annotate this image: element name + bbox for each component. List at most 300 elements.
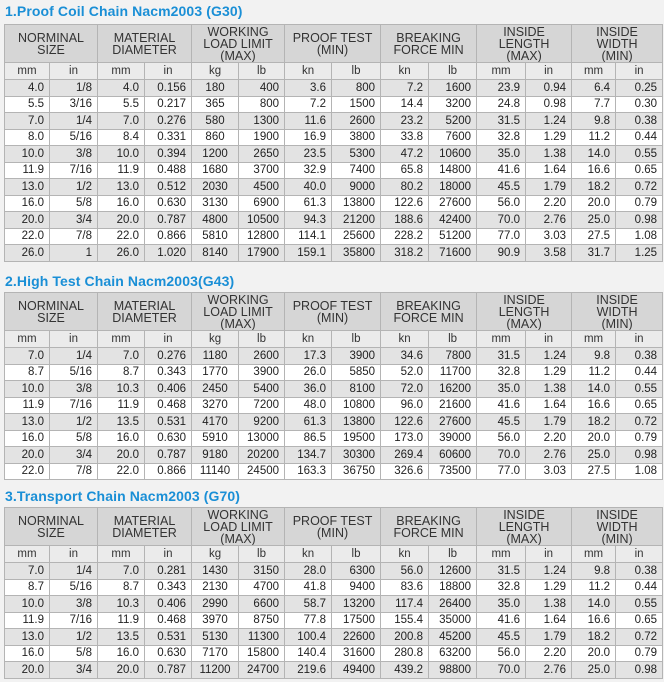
table-cell: 32.8 xyxy=(477,129,526,146)
table-cell: 26.0 xyxy=(98,245,145,262)
table-cell: 7.2 xyxy=(381,80,429,97)
table-cell: 45.5 xyxy=(477,414,526,431)
table-row xyxy=(5,381,663,398)
table-cell: 18800 xyxy=(429,579,477,596)
table-cell: 365 xyxy=(192,96,239,113)
table-cell: 1600 xyxy=(429,80,477,97)
table-cell: 0.281 xyxy=(145,563,192,580)
table-cell: 7600 xyxy=(429,129,477,146)
table-row xyxy=(5,129,663,146)
column-group-inside-width: INSIDE WIDTH (MIN) xyxy=(572,508,663,546)
table-cell: 8140 xyxy=(192,245,239,262)
table-cell: 16.9 xyxy=(285,129,332,146)
table-cell: 1.24 xyxy=(526,113,572,130)
section-title: 1.Proof Coil Chain Nacm2003 (G30) xyxy=(5,3,243,19)
table-cell: 14.0 xyxy=(572,381,616,398)
table-cell: 17500 xyxy=(332,612,381,629)
table-cell: 31.5 xyxy=(477,563,526,580)
table-cell: 61.3 xyxy=(285,414,332,431)
column-group-breaking-force: BREAKING FORCE MIN xyxy=(381,508,477,546)
table-row xyxy=(5,612,663,629)
table-cell: 800 xyxy=(332,80,381,97)
table-cell: 27.5 xyxy=(572,228,616,245)
table-cell: 163.3 xyxy=(285,463,332,480)
table-cell: 72.0 xyxy=(381,381,429,398)
unit-label: in xyxy=(526,546,572,563)
table-row xyxy=(5,162,663,179)
table-cell: 1/2 xyxy=(50,629,98,646)
table-cell: 10.0 xyxy=(5,596,50,613)
table-cell: 3970 xyxy=(192,612,239,629)
table-cell: 5.5 xyxy=(5,96,50,113)
table-cell: 7200 xyxy=(239,397,285,414)
table-cell: 98800 xyxy=(429,662,477,679)
table-cell: 20.0 xyxy=(5,662,50,679)
table-cell: 3.03 xyxy=(526,228,572,245)
table-cell: 3.6 xyxy=(285,80,332,97)
table-cell: 439.2 xyxy=(381,662,429,679)
table-cell: 23.5 xyxy=(285,146,332,163)
unit-label: lb xyxy=(332,331,381,348)
table-cell: 3150 xyxy=(239,563,285,580)
table-row xyxy=(5,195,663,212)
table-cell: 5/8 xyxy=(50,195,98,212)
table-cell: 4170 xyxy=(192,414,239,431)
table-cell: 3/8 xyxy=(50,146,98,163)
table-cell: 20.0 xyxy=(98,212,145,229)
table-cell: 2.76 xyxy=(526,212,572,229)
table-cell: 31.5 xyxy=(477,348,526,365)
table-cell: 0.38 xyxy=(616,113,663,130)
table-cell: 9.8 xyxy=(572,348,616,365)
table-cell: 22.0 xyxy=(98,463,145,480)
table-cell: 0.276 xyxy=(145,113,192,130)
table-cell: 70.0 xyxy=(477,212,526,229)
table-cell: 14.4 xyxy=(381,96,429,113)
table-cell: 3700 xyxy=(239,162,285,179)
column-group-proof-test: PROOF TEST (MIN) xyxy=(285,293,381,331)
unit-label: in xyxy=(145,331,192,348)
table-cell: 3/4 xyxy=(50,662,98,679)
table-cell: 35.0 xyxy=(477,146,526,163)
table-cell: 0.38 xyxy=(616,563,663,580)
table-cell: 11300 xyxy=(239,629,285,646)
table-cell: 5/16 xyxy=(50,579,98,596)
table-cell: 18.2 xyxy=(572,414,616,431)
table-cell: 188.6 xyxy=(381,212,429,229)
table-cell: 3/16 xyxy=(50,96,98,113)
table-cell: 2030 xyxy=(192,179,239,196)
table-cell: 20.0 xyxy=(5,447,50,464)
table-cell: 41.6 xyxy=(477,162,526,179)
table-cell: 36.0 xyxy=(285,381,332,398)
table-cell: 1/4 xyxy=(50,348,98,365)
table-cell: 47.2 xyxy=(381,146,429,163)
table-cell: 90.9 xyxy=(477,245,526,262)
table-cell: 10800 xyxy=(332,397,381,414)
table-cell: 3900 xyxy=(332,348,381,365)
table-row xyxy=(5,447,663,464)
column-group-working-load-limit: WORKING LOAD LIMIT (MAX) xyxy=(192,508,285,546)
table-cell: 1/8 xyxy=(50,80,98,97)
table-cell: 114.1 xyxy=(285,228,332,245)
table-cell: 11.9 xyxy=(5,612,50,629)
table-cell: 20.0 xyxy=(572,645,616,662)
table-cell: 4.0 xyxy=(98,80,145,97)
table-cell: 11.9 xyxy=(98,162,145,179)
table-cell: 16.0 xyxy=(5,645,50,662)
table-cell: 134.7 xyxy=(285,447,332,464)
table-cell: 269.4 xyxy=(381,447,429,464)
table-cell: 0.394 xyxy=(145,146,192,163)
table-cell: 15800 xyxy=(239,645,285,662)
section-title: 3.Transport Chain Nacm2003 (G70) xyxy=(5,488,241,504)
unit-label: in xyxy=(50,331,98,348)
table-cell: 1.08 xyxy=(616,228,663,245)
table-cell: 155.4 xyxy=(381,612,429,629)
unit-label: lb xyxy=(332,63,381,80)
table-cell: 1770 xyxy=(192,364,239,381)
table-cell: 10.0 xyxy=(5,146,50,163)
table-cell: 24.8 xyxy=(477,96,526,113)
table-cell: 0.343 xyxy=(145,364,192,381)
table-cell: 12800 xyxy=(239,228,285,245)
table-cell: 3.03 xyxy=(526,463,572,480)
table-row xyxy=(5,579,663,596)
table-cell: 180 xyxy=(192,80,239,97)
group-header-row xyxy=(5,508,663,546)
column-group-material-diameter: MATERIAL DIAMETER xyxy=(98,508,192,546)
unit-label: mm xyxy=(98,63,145,80)
table-row xyxy=(5,414,663,431)
table-cell: 35.0 xyxy=(477,596,526,613)
table-cell: 5400 xyxy=(239,381,285,398)
unit-label: lb xyxy=(429,331,477,348)
table-cell: 7.0 xyxy=(5,348,50,365)
table-cell: 5300 xyxy=(332,146,381,163)
table-cell: 77.0 xyxy=(477,228,526,245)
table-cell: 5.5 xyxy=(98,96,145,113)
table-cell: 122.6 xyxy=(381,414,429,431)
table-cell: 580 xyxy=(192,113,239,130)
table-cell: 4700 xyxy=(239,579,285,596)
table-cell: 1300 xyxy=(239,113,285,130)
unit-label: mm xyxy=(5,331,50,348)
table-cell: 400 xyxy=(239,80,285,97)
column-group-breaking-force: BREAKING FORCE MIN xyxy=(381,293,477,331)
table-cell: 117.4 xyxy=(381,596,429,613)
table-cell: 3.58 xyxy=(526,245,572,262)
table-cell: 18000 xyxy=(429,179,477,196)
table-cell: 9.8 xyxy=(572,563,616,580)
table-cell: 19500 xyxy=(332,430,381,447)
table-cell: 51200 xyxy=(429,228,477,245)
table-cell: 13800 xyxy=(332,414,381,431)
table-row xyxy=(5,430,663,447)
table-row xyxy=(5,645,663,662)
table-cell: 0.488 xyxy=(145,162,192,179)
table-cell: 86.5 xyxy=(285,430,332,447)
table-cell: 0.343 xyxy=(145,579,192,596)
table-cell: 1900 xyxy=(239,129,285,146)
table-cell: 9.8 xyxy=(572,113,616,130)
table-cell: 10.3 xyxy=(98,596,145,613)
table-cell: 1.64 xyxy=(526,397,572,414)
table-cell: 26.0 xyxy=(5,245,50,262)
column-group-nominal-size: NORMINAL SIZE xyxy=(5,508,98,546)
group-header-row xyxy=(5,293,663,331)
unit-label: mm xyxy=(477,63,526,80)
table-cell: 5200 xyxy=(429,113,477,130)
table-cell: 3130 xyxy=(192,195,239,212)
table-cell: 1200 xyxy=(192,146,239,163)
table-row xyxy=(5,212,663,229)
table-cell: 0.55 xyxy=(616,381,663,398)
unit-label: kn xyxy=(285,63,332,80)
unit-label: in xyxy=(616,331,663,348)
spec-table xyxy=(4,292,663,480)
table-cell: 0.331 xyxy=(145,129,192,146)
table-cell: 77.8 xyxy=(285,612,332,629)
unit-label: lb xyxy=(429,546,477,563)
table-cell: 71600 xyxy=(429,245,477,262)
group-header-row xyxy=(5,25,663,63)
table-cell: 16.0 xyxy=(98,645,145,662)
table-cell: 5/16 xyxy=(50,364,98,381)
table-cell: 1.79 xyxy=(526,414,572,431)
spec-table xyxy=(4,24,663,262)
table-cell: 49400 xyxy=(332,662,381,679)
table-cell: 0.866 xyxy=(145,228,192,245)
table-cell: 0.79 xyxy=(616,195,663,212)
table-cell: 10600 xyxy=(429,146,477,163)
table-cell: 5/8 xyxy=(50,645,98,662)
table-cell: 11.9 xyxy=(5,397,50,414)
table-cell: 5/16 xyxy=(50,129,98,146)
table-cell: 0.512 xyxy=(145,179,192,196)
unit-label: mm xyxy=(5,546,50,563)
table-cell: 200.8 xyxy=(381,629,429,646)
table-cell: 228.2 xyxy=(381,228,429,245)
table-cell: 24700 xyxy=(239,662,285,679)
table-cell: 2450 xyxy=(192,381,239,398)
table-cell: 13.0 xyxy=(5,179,50,196)
table-cell: 7.2 xyxy=(285,96,332,113)
table-cell: 42400 xyxy=(429,212,477,229)
table-cell: 14.0 xyxy=(572,146,616,163)
table-row xyxy=(5,563,663,580)
table-cell: 41.8 xyxy=(285,579,332,596)
column-group-proof-test: PROOF TEST (MIN) xyxy=(285,508,381,546)
table-cell: 41.6 xyxy=(477,397,526,414)
table-cell: 31600 xyxy=(332,645,381,662)
table-cell: 11700 xyxy=(429,364,477,381)
table-cell: 96.0 xyxy=(381,397,429,414)
unit-label: lb xyxy=(429,63,477,80)
table-cell: 17.3 xyxy=(285,348,332,365)
table-cell: 1.79 xyxy=(526,179,572,196)
column-group-material-diameter: MATERIAL DIAMETER xyxy=(98,25,192,63)
table-cell: 219.6 xyxy=(285,662,332,679)
table-cell: 7170 xyxy=(192,645,239,662)
column-group-working-load-limit: WORKING LOAD LIMIT (MAX) xyxy=(192,25,285,63)
column-group-material-diameter: MATERIAL DIAMETER xyxy=(98,293,192,331)
table-cell: 0.44 xyxy=(616,579,663,596)
table-cell: 33.8 xyxy=(381,129,429,146)
table-cell: 1.25 xyxy=(616,245,663,262)
table-cell: 32.8 xyxy=(477,364,526,381)
table-cell: 21600 xyxy=(429,397,477,414)
table-cell: 2.20 xyxy=(526,195,572,212)
unit-label: in xyxy=(616,546,663,563)
table-cell: 5810 xyxy=(192,228,239,245)
table-cell: 56.0 xyxy=(477,430,526,447)
column-group-inside-width: INSIDE WIDTH (MIN) xyxy=(572,25,663,63)
table-cell: 20.0 xyxy=(98,447,145,464)
table-cell: 11.9 xyxy=(98,612,145,629)
unit-label: in xyxy=(526,331,572,348)
table-cell: 23.9 xyxy=(477,80,526,97)
unit-label: mm xyxy=(572,63,616,80)
table-cell: 60600 xyxy=(429,447,477,464)
table-cell: 14800 xyxy=(429,162,477,179)
unit-label: lb xyxy=(332,546,381,563)
table-cell: 25.0 xyxy=(572,662,616,679)
table-cell: 16200 xyxy=(429,381,477,398)
unit-label: kn xyxy=(381,546,429,563)
table-cell: 0.94 xyxy=(526,80,572,97)
table-cell: 7.7 xyxy=(572,96,616,113)
table-cell: 7.0 xyxy=(98,563,145,580)
table-cell: 2.76 xyxy=(526,447,572,464)
table-cell: 3900 xyxy=(239,364,285,381)
table-cell: 11.2 xyxy=(572,364,616,381)
table-cell: 100.4 xyxy=(285,629,332,646)
table-cell: 7/8 xyxy=(50,228,98,245)
table-cell: 16.6 xyxy=(572,397,616,414)
table-cell: 12600 xyxy=(429,563,477,580)
table-cell: 35000 xyxy=(429,612,477,629)
table-cell: 1180 xyxy=(192,348,239,365)
table-cell: 25600 xyxy=(332,228,381,245)
table-cell: 9180 xyxy=(192,447,239,464)
table-row xyxy=(5,80,663,97)
table-cell: 25.0 xyxy=(572,212,616,229)
table-cell: 56.0 xyxy=(381,563,429,580)
table-cell: 5910 xyxy=(192,430,239,447)
table-cell: 1.08 xyxy=(616,463,663,480)
table-cell: 0.72 xyxy=(616,179,663,196)
unit-label: in xyxy=(526,63,572,80)
table-cell: 22.0 xyxy=(5,463,50,480)
table-cell: 0.98 xyxy=(526,96,572,113)
table-cell: 11.9 xyxy=(98,397,145,414)
table-cell: 0.630 xyxy=(145,430,192,447)
table-cell: 16.0 xyxy=(5,430,50,447)
table-cell: 20.0 xyxy=(5,212,50,229)
table-row xyxy=(5,245,663,262)
table-cell: 25.0 xyxy=(572,447,616,464)
table-row xyxy=(5,463,663,480)
table-cell: 0.406 xyxy=(145,381,192,398)
table-cell: 0.468 xyxy=(145,612,192,629)
unit-label: in xyxy=(50,546,98,563)
unit-label: lb xyxy=(239,63,285,80)
table-cell: 10500 xyxy=(239,212,285,229)
table-cell: 27600 xyxy=(429,414,477,431)
table-cell: 1.24 xyxy=(526,348,572,365)
table-cell: 7/16 xyxy=(50,397,98,414)
unit-label: kg xyxy=(192,331,239,348)
table-cell: 8750 xyxy=(239,612,285,629)
table-cell: 35.0 xyxy=(477,381,526,398)
table-cell: 45200 xyxy=(429,629,477,646)
table-cell: 0.79 xyxy=(616,430,663,447)
table-cell: 0.156 xyxy=(145,80,192,97)
table-cell: 0.787 xyxy=(145,212,192,229)
table-cell: 13200 xyxy=(332,596,381,613)
table-cell: 34.6 xyxy=(381,348,429,365)
table-cell: 0.55 xyxy=(616,146,663,163)
table-cell: 8100 xyxy=(332,381,381,398)
table-cell: 2.20 xyxy=(526,645,572,662)
table-cell: 20.0 xyxy=(572,430,616,447)
unit-label: mm xyxy=(5,63,50,80)
table-row xyxy=(5,228,663,245)
table-cell: 27600 xyxy=(429,195,477,212)
table-cell: 7.0 xyxy=(5,113,50,130)
table-cell: 159.1 xyxy=(285,245,332,262)
unit-label: mm xyxy=(572,331,616,348)
column-group-inside-length: INSIDE LENGTH (MAX) xyxy=(477,508,572,546)
table-cell: 140.4 xyxy=(285,645,332,662)
table-cell: 0.44 xyxy=(616,129,663,146)
table-cell: 31.5 xyxy=(477,113,526,130)
table-cell: 1430 xyxy=(192,563,239,580)
table-cell: 1.79 xyxy=(526,629,572,646)
table-cell: 0.79 xyxy=(616,645,663,662)
table-cell: 0.65 xyxy=(616,612,663,629)
table-cell: 13.0 xyxy=(98,179,145,196)
table-row xyxy=(5,348,663,365)
table-cell: 18.2 xyxy=(572,179,616,196)
table-cell: 56.0 xyxy=(477,645,526,662)
unit-label: kn xyxy=(285,331,332,348)
unit-label: kg xyxy=(192,546,239,563)
table-cell: 6600 xyxy=(239,596,285,613)
table-cell: 28.0 xyxy=(285,563,332,580)
unit-label: kn xyxy=(381,63,429,80)
table-cell: 0.787 xyxy=(145,447,192,464)
table-cell: 0.630 xyxy=(145,645,192,662)
table-cell: 1 xyxy=(50,245,98,262)
table-cell: 27.5 xyxy=(572,463,616,480)
table-cell: 4800 xyxy=(192,212,239,229)
table-cell: 10.0 xyxy=(98,146,145,163)
table-cell: 16.0 xyxy=(98,195,145,212)
table-cell: 24500 xyxy=(239,463,285,480)
unit-label: in xyxy=(616,63,663,80)
table-cell: 3/8 xyxy=(50,381,98,398)
table-row xyxy=(5,146,663,163)
table-cell: 0.98 xyxy=(616,447,663,464)
table-cell: 11.9 xyxy=(5,162,50,179)
table-cell: 7/16 xyxy=(50,162,98,179)
table-cell: 0.630 xyxy=(145,195,192,212)
table-cell: 61.3 xyxy=(285,195,332,212)
unit-label: mm xyxy=(572,546,616,563)
table-cell: 1.020 xyxy=(145,245,192,262)
